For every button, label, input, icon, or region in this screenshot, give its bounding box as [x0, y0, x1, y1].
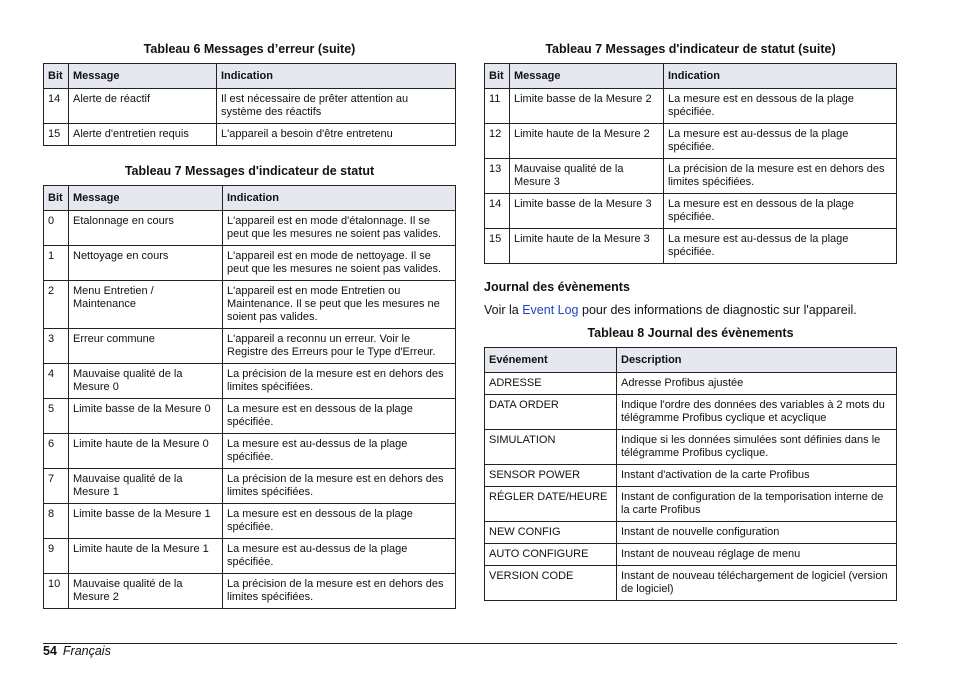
cell-indication: La mesure est au-dessus de la plage spécifiée.: [664, 124, 897, 159]
cell-description: Instant d'activation de la carte Profibus: [617, 465, 897, 487]
cell-bit: 2: [44, 281, 69, 329]
table-row: [485, 465, 897, 487]
cell-indication: La précision de la mesure est en dehors des limites spécifiées.: [664, 159, 897, 194]
right-column: [484, 42, 897, 601]
cell-description: Instant de nouvelle configuration: [617, 522, 897, 544]
col-header-bit: Bit: [44, 186, 69, 211]
cell-message: Etalonnage en cours: [69, 211, 223, 246]
cell-indication: La précision de la mesure est en dehors des limites spécifiées.: [223, 469, 456, 504]
table-row: [44, 89, 456, 124]
cell-event: SIMULATION: [485, 430, 617, 465]
cell-bit: 13: [485, 159, 510, 194]
page-number: 54: [43, 644, 57, 658]
table-row: [44, 211, 456, 246]
col-header-message: Message: [69, 64, 217, 89]
cell-message: Alerte de réactif: [69, 89, 217, 124]
table-row: [485, 373, 897, 395]
cell-event: ADRESSE: [485, 373, 617, 395]
table6-body: [44, 89, 456, 146]
cell-message: Mauvaise qualité de la Mesure 3: [510, 159, 664, 194]
table-row: [485, 229, 897, 264]
col-header-event: Evénement: [485, 348, 617, 373]
cell-message: Menu Entretien / Maintenance: [69, 281, 223, 329]
table8: [484, 347, 897, 601]
journal-heading: Journal des évènements: [484, 280, 630, 294]
table-row: [44, 469, 456, 504]
cell-bit: 4: [44, 364, 69, 399]
cell-message: Mauvaise qualité de la Mesure 0: [69, 364, 223, 399]
table7-caption: Tableau 7 Messages d'indicateur de statut: [124, 164, 375, 178]
col-header-indication: Indication: [223, 186, 456, 211]
cell-message: Mauvaise qualité de la Mesure 1: [69, 469, 223, 504]
cell-bit: 14: [485, 194, 510, 229]
cell-bit: 11: [485, 89, 510, 124]
table6-caption: Tableau 6 Messages d’erreur (suite): [143, 42, 356, 56]
table-row: [44, 539, 456, 574]
cell-message: Limite basse de la Mesure 0: [69, 399, 223, 434]
cell-bit: 15: [44, 124, 69, 146]
cell-indication: L'appareil est en mode Entretien ou Maintenance. Il se peut que les mesures ne soient pas valides.: [223, 281, 456, 329]
cell-event: SENSOR POWER: [485, 465, 617, 487]
cell-message: Limite haute de la Mesure 0: [69, 434, 223, 469]
cell-indication: La mesure est en dessous de la plage spécifiée.: [664, 194, 897, 229]
cell-event: DATA ORDER: [485, 395, 617, 430]
cell-description: Instant de nouveau téléchargement de logiciel (version de logiciel): [617, 566, 897, 601]
cell-message: Nettoyage en cours: [69, 246, 223, 281]
journal-paragraph: [484, 303, 897, 318]
col-header-message: Message: [69, 186, 223, 211]
col-header-indication: Indication: [217, 64, 456, 89]
cell-indication: L'appareil est en mode de nettoyage. Il se peut que les mesures ne soient pas valides.: [223, 246, 456, 281]
cell-indication: Il est nécessaire de prêter attention au système des réactifs: [217, 89, 456, 124]
cell-indication: L'appareil a besoin d'être entretenu: [217, 124, 456, 146]
table-row: [485, 566, 897, 601]
table-row: [44, 124, 456, 146]
cell-bit: 7: [44, 469, 69, 504]
table-row: [485, 159, 897, 194]
cell-indication: La précision de la mesure est en dehors des limites spécifiées.: [223, 364, 456, 399]
cell-event: NEW CONFIG: [485, 522, 617, 544]
table-row: [44, 504, 456, 539]
table-row: [44, 574, 456, 609]
table-row: [44, 246, 456, 281]
table-row: [44, 399, 456, 434]
cell-description: Indique si les données simulées sont définies dans le télégramme Profibus cyclique.: [617, 430, 897, 465]
cell-bit: 6: [44, 434, 69, 469]
cell-bit: 3: [44, 329, 69, 364]
cell-bit: 15: [485, 229, 510, 264]
table7-continued-body: [485, 89, 897, 264]
cell-bit: 14: [44, 89, 69, 124]
cell-bit: 8: [44, 504, 69, 539]
table-row: [44, 364, 456, 399]
table-row: [485, 544, 897, 566]
table-header-row: [485, 348, 897, 373]
cell-indication: La mesure est en dessous de la plage spécifiée.: [664, 89, 897, 124]
table-header-row: [44, 64, 456, 89]
table-row: [485, 89, 897, 124]
cell-indication: L'appareil a reconnu un erreur. Voir le Registre des Erreurs pour le Type d'Erreur.: [223, 329, 456, 364]
cell-bit: 1: [44, 246, 69, 281]
table8-body: [485, 373, 897, 601]
cell-indication: La précision de la mesure est en dehors des limites spécifiées.: [223, 574, 456, 609]
col-header-description: Description: [617, 348, 897, 373]
col-header-indication: Indication: [664, 64, 897, 89]
cell-bit: 5: [44, 399, 69, 434]
col-header-bit: Bit: [485, 64, 510, 89]
table-row: [485, 430, 897, 465]
table-row: [44, 434, 456, 469]
cell-bit: 12: [485, 124, 510, 159]
cell-message: Limite basse de la Mesure 2: [510, 89, 664, 124]
table8-caption: Tableau 8 Journal des évènements: [587, 326, 794, 340]
table-header-row: [485, 64, 897, 89]
cell-message: Mauvaise qualité de la Mesure 2: [69, 574, 223, 609]
cell-description: Adresse Profibus ajustée: [617, 373, 897, 395]
footer-divider: [43, 643, 897, 644]
cell-indication: La mesure est en dessous de la plage spécifiée.: [223, 399, 456, 434]
cell-description: Instant de configuration de la temporisation interne de la carte Profibus: [617, 487, 897, 522]
table7-cont-caption: Tableau 7 Messages d'indicateur de statut (suite): [545, 42, 836, 56]
cell-event: VERSION CODE: [485, 566, 617, 601]
cell-message: Limite haute de la Mesure 1: [69, 539, 223, 574]
table-row: [44, 281, 456, 329]
cell-indication: L'appareil est en mode d'étalonnage. Il se peut que les mesures ne soient pas valides.: [223, 211, 456, 246]
cell-bit: 0: [44, 211, 69, 246]
table7-continued: [484, 63, 897, 264]
cell-event: RÉGLER DATE/HEURE: [485, 487, 617, 522]
table-row: [485, 194, 897, 229]
cell-message: Limite basse de la Mesure 1: [69, 504, 223, 539]
cell-indication: La mesure est en dessous de la plage spécifiée.: [223, 504, 456, 539]
cell-message: Erreur commune: [69, 329, 223, 364]
cell-bit: 10: [44, 574, 69, 609]
cell-description: Instant de nouveau réglage de menu: [617, 544, 897, 566]
cell-bit: 9: [44, 539, 69, 574]
event-log-link[interactable]: Event Log: [522, 303, 579, 317]
col-header-bit: Bit: [44, 64, 69, 89]
cell-event: AUTO CONFIGURE: [485, 544, 617, 566]
cell-message: Limite haute de la Mesure 3: [510, 229, 664, 264]
table7-body: [44, 211, 456, 609]
para-text-before: Voir la: [484, 303, 523, 317]
left-column: [43, 42, 456, 609]
cell-message: Alerte d'entretien requis: [69, 124, 217, 146]
cell-indication: La mesure est au-dessus de la plage spécifiée.: [664, 229, 897, 264]
col-header-message: Message: [510, 64, 664, 89]
table-row: [485, 124, 897, 159]
table-row: [485, 522, 897, 544]
para-text-after: pour des informations de diagnostic sur l'appareil.: [578, 303, 857, 317]
table-row: [485, 487, 897, 522]
page-language: Français: [62, 644, 111, 658]
table6: [43, 63, 456, 146]
page-footer: [43, 644, 111, 659]
table7: [43, 185, 456, 609]
cell-message: Limite basse de la Mesure 3: [510, 194, 664, 229]
cell-message: Limite haute de la Mesure 2: [510, 124, 664, 159]
cell-description: Indique l'ordre des données des variables à 2 mots du télégramme Profibus cyclique et acyclique: [617, 395, 897, 430]
table-header-row: [44, 186, 456, 211]
table-row: [485, 395, 897, 430]
cell-indication: La mesure est au-dessus de la plage spécifiée.: [223, 539, 456, 574]
cell-indication: La mesure est au-dessus de la plage spécifiée.: [223, 434, 456, 469]
table-row: [44, 329, 456, 364]
